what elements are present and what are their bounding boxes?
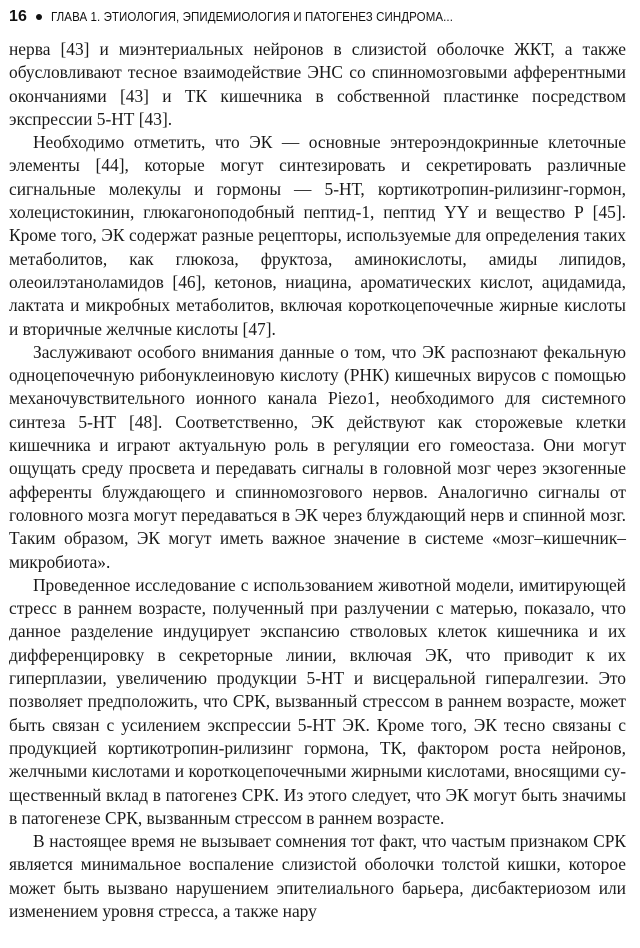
paragraph: Заслуживают особого внимания данные о том, что ЭК распознают фекальную одноцепочечную рибонуклеиновую кислоту (РНК) кишечных вирусов с помощью механочувствительного ионного канала Piezo1, необходимого для системного синтеза 5-НТ [48]. Соответственно, ЭК действуют как сторожевые клетки кишечника и играют актуальную роль в регуляции его гомеостаза. Они могут ощущать среду просвета и передавать сигналы в головной мозг через экзогенные афференты блуждающего и спинномозгового нервов. Аналогично сигналы от головного мозга могут передаваться в ЭК через блуждающий нерв и спинной мозг. Таким образом, ЭК могут иметь важное значение в системе «мозг–кишечник–микробиота». (9, 341, 626, 572)
paragraph: В настоящее время не вызывает сомнения тот факт, что частым признаком СРК является минимальное воспаление слизистой оболочки толстой кишки, которое может быть вызвано нарушением эпителиального барьера, дисбактериозом или изменением уровня стресса, а также нару (9, 831, 626, 921)
paragraph: Необходимо отметить, что ЭК — основные энтероэндокринные клеточные элементы [44], которые могут синтезировать и секретировать различные сигнальные молекулы и гормоны — 5-НТ, кортикотропин-рилизинг-гормон, холецистокинин, глюкагоноподобный пептид-1, пептид YY и вещество Р [45]. Кроме того, ЭК содержат разные рецепторы, используемые для определения таких метаболитов, как глюкоза, фруктоза, аминокислоты, амиды липидов, олеоилэтаноламидов [46], кетонов, ниацина, ароматических кислот, ацидамида, лактата и микробных метаболитов, включая короткоцепочечные жирные кислоты и вторичные желчные кислоты [47]. (9, 132, 626, 339)
body-text (9, 38, 626, 923)
bullet-separator-icon (36, 14, 42, 20)
running-header (9, 6, 626, 28)
paragraph: Проведенное исследование с использованием животной модели, имитирующей стресс в раннем возрасте, полученный при разлучении с матерью, показало, что данное разделение индуцирует экспансию стволовых клеток кишечника и их дифференцировку в секреторные линии, включая ЭК, что приводит к их гиперплазии, увеличению продукции 5-НТ и висцеральной гипералгезии. Это позволяет предположить, что СРК, вызванный стрессом в раннем возрасте, может быть связан с усилением экспрессии 5-НТ ЭК. Кроме того, ЭК тесно связаны с продукцией кортикотропин-рилизинг гормона, ТК, фактором роста нейронов, желчными кислотами и короткоцепочечными жирными кислотами, вносящими существенный вклад в патогенез СРК. Из этого следует, что ЭК могут быть значимы в патогенезе СРК, вызванным стрессом в раннем возрасте. (9, 574, 626, 828)
paragraph: нерва [43] и миэнтериальных нейронов в слизистой оболочке ЖКТ, а также обусловливают тесное взаимодействие ЭНС со спинномозговыми афферентными окончаниями [43] и ТК кишечника в собственной пластинке посредством экспрессии 5-НТ [43]. (9, 39, 626, 129)
chapter-title: ГЛАВА 1. ЭТИОЛОГИЯ, ЭПИДЕМИОЛОГИЯ И ПАТОГЕНЕЗ СИНДРОМА... (51, 10, 454, 24)
page-number: 16 (9, 8, 27, 25)
